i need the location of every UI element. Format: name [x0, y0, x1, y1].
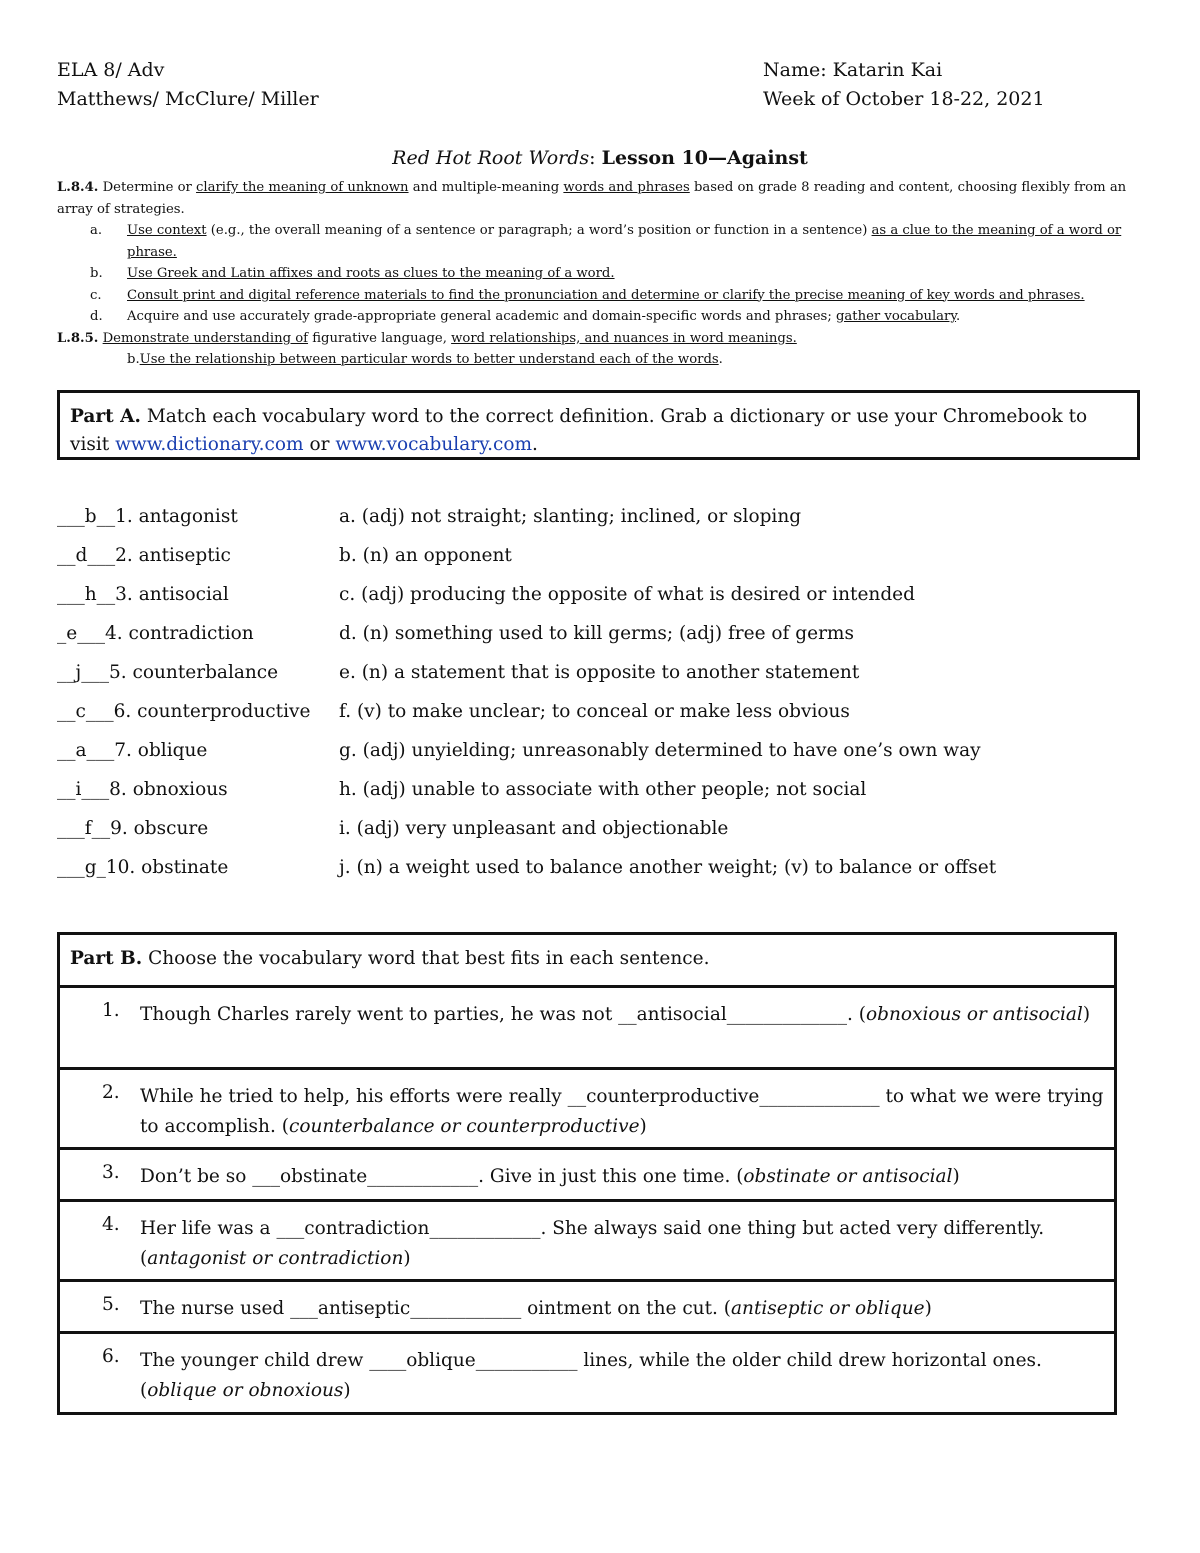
- match-definition: h. (adj) unable to associate with other people; not social: [339, 779, 867, 800]
- standard-text: Use context: [127, 223, 207, 238]
- match-definition: b. (n) an opponent: [339, 545, 512, 566]
- match-row: [57, 737, 1147, 776]
- standard-text: word relationships, and nuances in word meanings.: [451, 330, 797, 346]
- sentence-end: ): [952, 1166, 960, 1187]
- match-answer[interactable]: __c___6. counterproductive: [57, 701, 311, 722]
- part-a-instructions: [57, 390, 1140, 460]
- sentence-row: [60, 1150, 1114, 1202]
- sentence-choices: obnoxious or antisocial: [866, 1004, 1083, 1025]
- course-label: ELA 8/ Adv: [57, 59, 165, 81]
- match-row: [57, 620, 1147, 659]
- sentence-row: [60, 1334, 1114, 1412]
- match-row: [57, 815, 1147, 854]
- match-definition: d. (n) something used to kill germs; (adj) free of germs: [339, 623, 854, 644]
- standard-l84-c: [57, 285, 1147, 307]
- sentence-body: The nurse used ___antiseptic____________ ointment on the cut. (: [140, 1298, 732, 1319]
- standard-text: Demonstrate understanding of: [102, 330, 309, 346]
- vocabulary-link[interactable]: www.vocabulary.com: [335, 434, 532, 455]
- standard-l84-b: [57, 263, 1147, 285]
- standard-letter: d.: [90, 309, 103, 324]
- standard-l85: [57, 328, 1147, 350]
- match-definition: j. (n) a weight used to balance another weight; (v) to balance or offset: [339, 857, 997, 878]
- sentence-end: ): [924, 1298, 932, 1319]
- sentence-end: ): [1082, 1004, 1091, 1025]
- student-name: Name: Katarin Kai: [763, 59, 943, 81]
- lesson-title-italic: Red Hot Root Words: [392, 147, 590, 169]
- match-definition: e. (n) a statement that is opposite to another statement: [339, 662, 860, 683]
- header-right: [763, 56, 1045, 114]
- standard-l84: [57, 177, 1147, 220]
- match-row: [57, 542, 1147, 581]
- sentence-choices: obstinate or antisocial: [743, 1166, 953, 1187]
- part-b-table: [57, 932, 1117, 1415]
- sentence-number: 3.: [102, 1162, 120, 1183]
- matching-list: [57, 503, 1147, 893]
- standard-text: Consult print and digital reference materials to find the pronunciation and determine or clarify the precise meaning of key words and phrases.: [127, 287, 1085, 303]
- match-answer[interactable]: __d___2. antiseptic: [57, 545, 231, 566]
- dictionary-link[interactable]: www.dictionary.com: [115, 434, 304, 455]
- standard-text: Use Greek and Latin affixes and roots as clues to the meaning of a word.: [127, 266, 615, 281]
- sentence-number: 5.: [102, 1294, 120, 1315]
- sentence-row: [60, 1070, 1114, 1150]
- sentence-body: Don’t be so ___obstinate____________. Give in just this one time. (: [140, 1166, 744, 1187]
- standard-text: Determine or: [98, 180, 197, 195]
- sentence-choices: counterbalance or counterproductive: [288, 1116, 640, 1137]
- sentence-body: The younger child drew ____oblique___________ lines, while the older child drew horizontal ones. (: [140, 1350, 1042, 1401]
- sentence-row: [60, 1282, 1114, 1334]
- standard-text: based on grade 8 reading and content, choosing flexibly from an array of strategies.: [57, 180, 1127, 217]
- standard-text: .: [718, 352, 723, 367]
- part-b-label: Part B.: [70, 948, 143, 969]
- standard-l84-a: [57, 220, 1147, 263]
- standard-text: .: [956, 309, 961, 324]
- standard-letter: a.: [90, 223, 103, 238]
- match-answer[interactable]: __j___5. counterbalance: [57, 662, 279, 683]
- standard-text: Acquire and use accurately grade-appropriate general academic and domain-specific words and phrases;: [127, 309, 836, 324]
- standard-text: gather vocabulary: [835, 309, 957, 324]
- sentence-choices: antagonist or contradiction: [147, 1248, 404, 1269]
- sentence-choices: oblique or obnoxious: [147, 1380, 344, 1401]
- sentence-end: ): [343, 1380, 351, 1401]
- sentence-body: While he tried to help, his efforts were really __counterproductive_____________ to what we were trying to accomplish. (: [140, 1086, 1104, 1137]
- standard-text: Use the relationship between particular words to better understand each of the words: [139, 352, 719, 367]
- match-answer[interactable]: __i___8. obnoxious: [57, 779, 228, 800]
- sentence-body: Though Charles rarely went to parties, he was not __antisocial_____________. (: [140, 1004, 867, 1025]
- teachers-label: Matthews/ McClure/ Miller: [57, 88, 319, 110]
- standard-text: as a clue to the meaning of a word or phrase.: [127, 223, 1122, 260]
- match-answer[interactable]: ___b__1. antagonist: [57, 506, 238, 527]
- sentence-number: 2.: [102, 1082, 120, 1103]
- match-answer[interactable]: _e___4. contradiction: [57, 623, 254, 644]
- standard-l85-b: [57, 349, 1147, 371]
- sentence-text[interactable]: [140, 1214, 1104, 1274]
- lesson-title: [0, 147, 1200, 169]
- sentence-number: 1.: [102, 1000, 120, 1021]
- lesson-title-bold: Lesson 10—Against: [601, 147, 808, 169]
- match-row: [57, 698, 1147, 737]
- sentence-number: 4.: [102, 1214, 120, 1235]
- match-definition: i. (adj) very unpleasant and objectionable: [339, 818, 729, 839]
- match-row: [57, 776, 1147, 815]
- sentence-choices: antiseptic or oblique: [731, 1298, 925, 1319]
- match-answer[interactable]: ___h__3. antisocial: [57, 584, 229, 605]
- sentence-body: Her life was a ___contradiction____________. She always said one thing but acted very differently. (: [140, 1218, 1045, 1269]
- part-a-label: Part A.: [70, 406, 141, 427]
- sentence-text[interactable]: [140, 1346, 1104, 1406]
- standard-code: L.8.5.: [57, 330, 99, 346]
- standard-text: words and phrases: [563, 180, 690, 195]
- match-answer[interactable]: ___g_10. obstinate: [57, 857, 229, 878]
- header-left: [57, 56, 319, 114]
- part-a-or: or: [303, 434, 336, 455]
- standard-text: clarify the meaning of unknown: [196, 180, 409, 195]
- part-a-end: .: [532, 434, 538, 455]
- standard-code: L.8.4.: [57, 180, 99, 195]
- standard-text: and multiple-meaning: [408, 180, 564, 195]
- standard-text: (e.g., the overall meaning of a sentence or paragraph; a word’s position or function in a sentence): [206, 223, 872, 238]
- standards-block: [57, 177, 1147, 371]
- sentence-end: ): [403, 1248, 411, 1269]
- part-a-text: Match each vocabulary word to the correct definition. Grab a dictionary or use your Chromebook to visit: [70, 406, 1088, 455]
- sentence-text[interactable]: [140, 1162, 1104, 1192]
- sentence-end: ): [639, 1116, 647, 1137]
- standard-letter: b.: [90, 266, 103, 281]
- match-row: [57, 503, 1147, 542]
- standard-text: figurative language,: [308, 330, 452, 346]
- lesson-title-colon: :: [589, 147, 602, 169]
- part-b-header: [60, 935, 1114, 988]
- sentence-text[interactable]: [140, 1000, 1104, 1030]
- sentence-row: [60, 988, 1114, 1070]
- part-b-text: Choose the vocabulary word that best fits in each sentence.: [142, 948, 710, 969]
- match-answer[interactable]: ___f__9. obscure: [57, 818, 209, 839]
- match-definition: g. (adj) unyielding; unreasonably determined to have one’s own way: [339, 740, 981, 761]
- match-row: [57, 659, 1147, 698]
- match-definition: c. (adj) producing the opposite of what is desired or intended: [339, 584, 915, 605]
- match-row: [57, 581, 1147, 620]
- match-definition: f. (v) to make unclear; to conceal or make less obvious: [339, 701, 850, 722]
- standard-letter: b.: [127, 352, 140, 367]
- sentence-row: [60, 1202, 1114, 1282]
- match-answer[interactable]: __a___7. oblique: [57, 740, 208, 761]
- match-definition: a. (adj) not straight; slanting; inclined, or sloping: [339, 506, 802, 527]
- week-label: Week of October 18-22, 2021: [763, 88, 1045, 110]
- sentence-number: 6.: [102, 1346, 120, 1367]
- sentence-text[interactable]: [140, 1294, 1104, 1324]
- match-row: [57, 854, 1147, 893]
- standard-letter: c.: [90, 287, 102, 303]
- sentence-text[interactable]: [140, 1082, 1104, 1142]
- standard-l84-d: [57, 306, 1147, 328]
